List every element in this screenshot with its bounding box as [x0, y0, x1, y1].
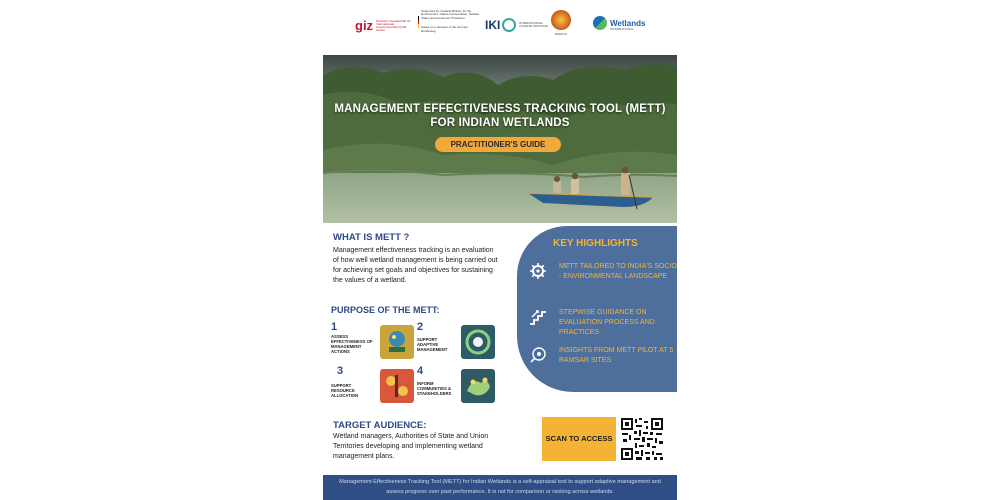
moefcc-logo-text: MoEFCC [554, 32, 568, 36]
purpose-number: 2 [417, 321, 424, 333]
giz-logo-mark: giz [355, 18, 374, 33]
poster [323, 55, 677, 500]
key-highlights-panel [517, 226, 677, 392]
guide-title-line1: MANAGEMENT EFFECTIVENESS TRACKING TOOL (METT) [334, 103, 666, 115]
guide-title-line2: FOR INDIAN WETLANDS [430, 117, 570, 129]
assess-actions-icon [380, 325, 414, 359]
highlight-text: STEPWISE GUIDANCE ON EVALUATION PROCESS AND PRACTICES [559, 309, 655, 336]
purpose-label: INFORM COMMUNITIES & STAKEHOLDERS [417, 381, 452, 396]
scan-to-access-label: SCAN TO ACCESS [542, 417, 616, 461]
stairs-icon [529, 308, 547, 326]
purpose-label: SUPPORT RESOURCE ALLOCATION [331, 383, 359, 398]
footer-banner [323, 475, 677, 500]
logo-bar [323, 8, 677, 48]
purpose-heading: PURPOSE OF THE METT: [331, 305, 440, 315]
wetlands-logo-mark: Wetlands [610, 18, 646, 28]
target-audience-text: Wetland managers, Authorities of State and Union Territories developing and implementing wetland management plans. [333, 433, 489, 460]
giz-logo-text: Deutsche Gesellschaft für Internationale Zusammenarbeit (GIZ) GmbH [376, 18, 411, 32]
wetlands-international-logo [593, 16, 645, 30]
key-highlights-heading: KEY HIGHLIGHTS [553, 238, 638, 249]
ministry-logo-subtext: based on a decision of the German Bundestag [421, 25, 468, 33]
footer-disclaimer: Management Effectiveness Tracking Tool (METT) for Indian Wetlands is a self-appraisal tool to support adaptive management and assess progress over past performance. It is not for comparison or ranking across wetlands. [339, 479, 661, 495]
gear-icon [529, 262, 547, 280]
resource-allocation-icon [380, 369, 414, 403]
german-flag-icon [418, 16, 419, 28]
adaptive-management-icon [461, 325, 495, 359]
target-audience-heading: TARGET AUDIENCE: [333, 420, 427, 431]
purpose-number: 1 [331, 321, 338, 333]
insight-icon [529, 346, 547, 364]
highlight-text: METT TAILORED TO INDIA'S SOCIO - ENVIRONMENTAL LANDSCAPE [559, 263, 677, 280]
ministry-logo [418, 10, 480, 33]
purpose-number: 4 [417, 365, 424, 377]
iki-logo-mark: IKI [485, 18, 501, 32]
moefcc-logo [551, 10, 571, 36]
highlight-text: INSIGHTS FROM METT PILOT AT 5 RAMSAR SITES [559, 347, 674, 364]
emblem-icon [551, 10, 571, 30]
what-is-mett-heading: WHAT IS METT ? [333, 232, 410, 243]
wetlands-icon [593, 16, 607, 30]
purpose-label: SUPPORT ADAPTIVE MANAGEMENT [417, 337, 448, 352]
purpose-label: ASSESS EFFECTIVENESS OF MANAGEMENT ACTIONS [331, 334, 373, 354]
ministry-logo-text: Supported by: Federal Ministry for the Environment, Nature Conservation, Nuclear Safety and Consumer Protection [421, 9, 480, 20]
wetlands-logo-subtext: INTERNATIONAL [610, 27, 634, 31]
purpose-number: 3 [337, 365, 344, 377]
practitioners-guide-badge: PRACTITIONER'S GUIDE [435, 137, 561, 152]
guide-title [323, 102, 677, 130]
giz-logo [355, 18, 412, 33]
iki-logo-text: INTERNATIONAL CLIMATE INITIATIVE [519, 20, 548, 28]
qr-code[interactable] [620, 417, 664, 461]
hero-image [323, 55, 677, 223]
iki-logo [485, 18, 553, 32]
iki-circle-icon [502, 18, 516, 32]
what-is-mett-text: Management effectiveness tracking is an evaluation of how well wetland management is being carried out for achieving set goals and objectives for sustaining the values of a wetland. [333, 247, 498, 284]
inform-stakeholders-icon [461, 369, 495, 403]
